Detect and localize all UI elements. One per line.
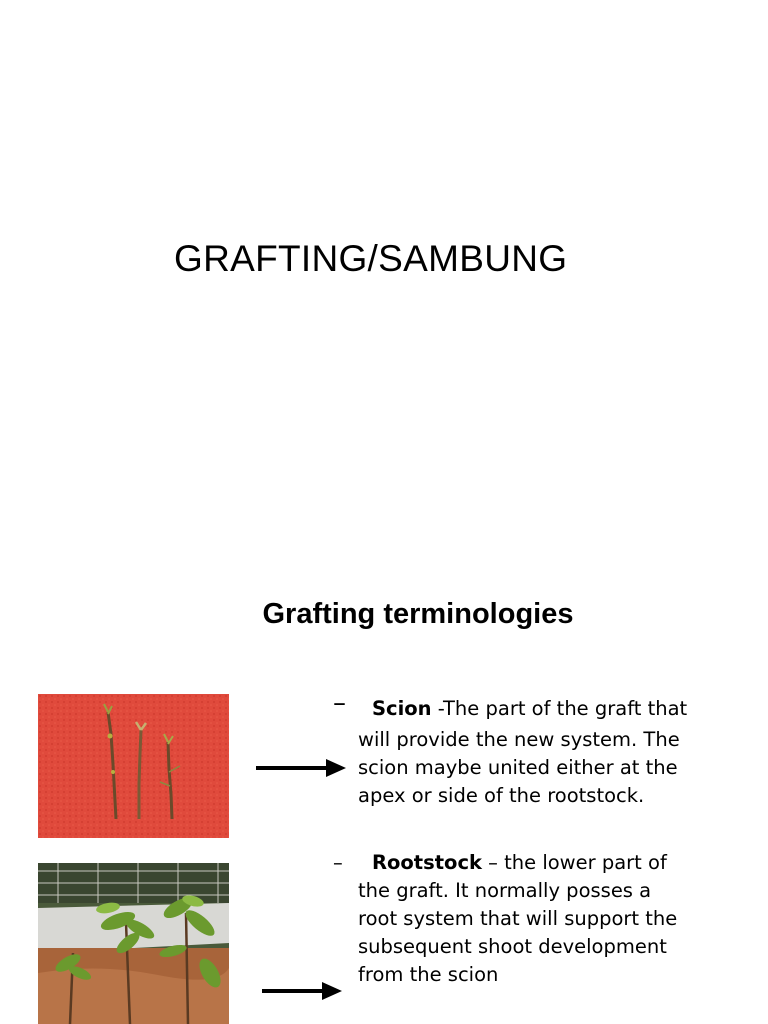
term-scion [333,688,753,810]
term-name: Rootstock [372,851,482,874]
term-name: Scion [372,697,432,720]
section-heading: Grafting terminologies [262,598,574,630]
right-arrow-icon [262,980,342,1007]
term-line: apex or side of the rootstock. [358,784,645,807]
term-definition-start: – the lower part of [481,851,667,874]
rootstock-photo [38,863,229,1024]
bullet-dash: – [333,688,346,718]
term-line: will provide the new system. The [358,728,680,751]
term-line: from the scion [358,963,499,986]
term-rootstock [333,849,753,989]
term-first-line [333,695,753,723]
slide-title: GRAFTING/SAMBUNG [174,238,568,279]
bullet-dash: – [333,851,343,874]
term-definition-start: -The part of the graft that [431,697,688,720]
term-line: the graft. It normally posses a [358,879,652,902]
scion-photo [38,694,229,838]
term-line: subsequent shoot development [358,935,667,958]
term-first-line [333,849,753,877]
term-line: scion maybe united either at the [358,756,678,779]
term-line: root system that will support the [358,907,678,930]
